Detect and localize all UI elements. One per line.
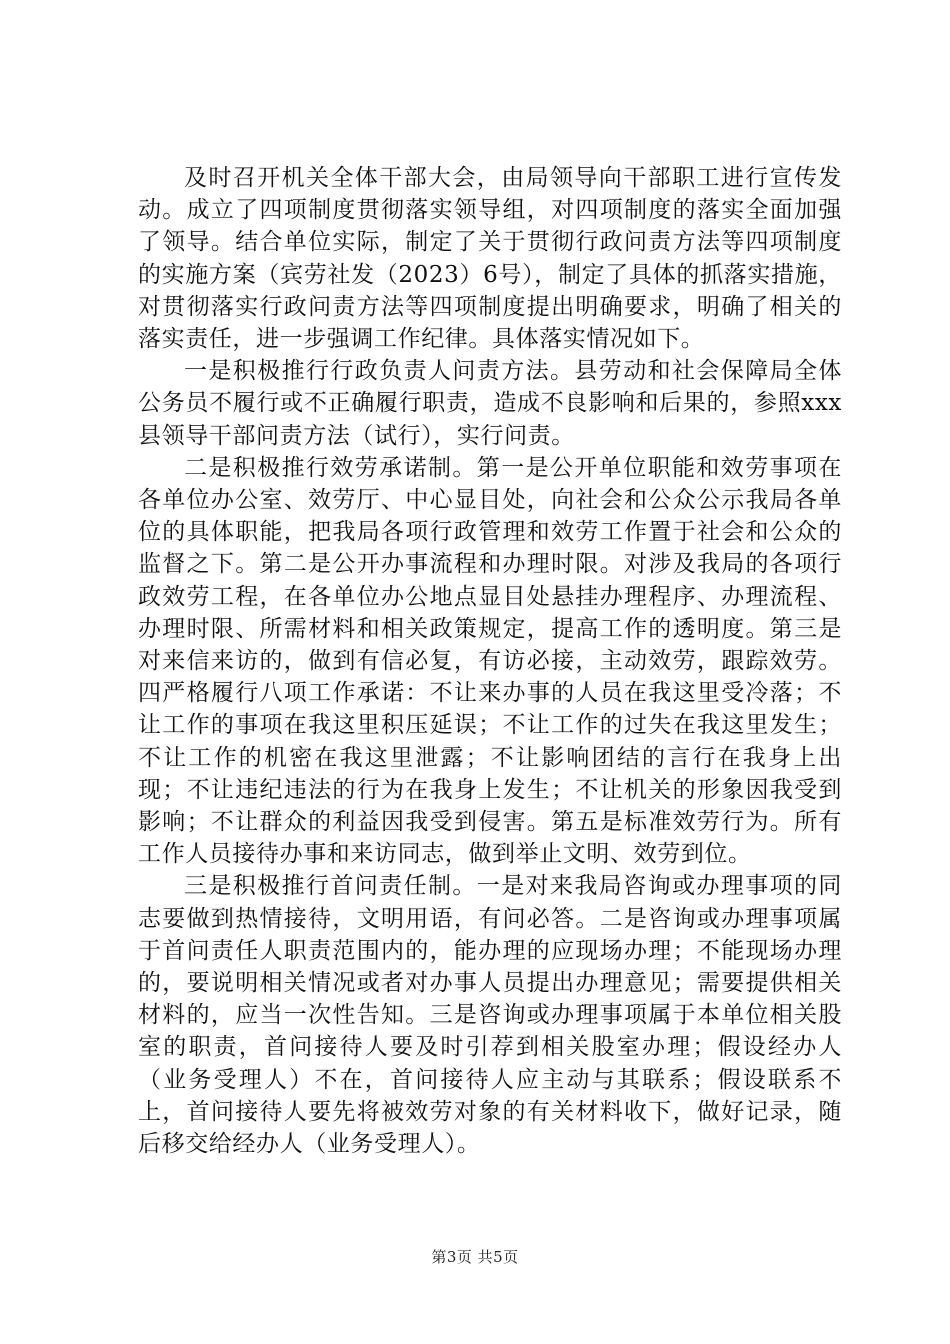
paragraph-intro: 及时召开机关全体干部大会，由局领导向干部职工进行宣传发动。成立了四项制度贯彻落实领导组，对四项制度的落实全面加强了领导。结合单位实际，制定了关于贯彻行政问责方法等四项制度的实施方案（宾劳社发（2023）6号），制定了具体的抓落实措施，对贯彻落实行政问责方法等四项制度提出明确要求，明确了相关的落实责任，进一步强调工作纪律。具体落实情况如下。 — [138, 165, 842, 353]
document-body — [138, 162, 842, 1160]
paragraph-service-commitment: 二是积极推行效劳承诺制。第一是公开单位职能和效劳事项在各单位办公室、效劳厅、中心显目处，向社会和公众公示我局各单位的具体职能，把我局各项行政管理和效劳工作置于社会和公众的监督之下。第二是公开办事流程和办理时限。对涉及我局的各项行政效劳工程，在各单位办公地点显目处悬挂办理程序、办理流程、办理时限、所需材料和相关政策规定，提高工作的透明度。第三是对来信来访的，做到有信必复，有访必接，主动效劳，跟踪效劳。四严格履行八项工作承诺：不让来办事的人员在我这里受冷落；不让工作的事项在我这里积压延误；不让工作的过失在我这里发生；不让工作的机密在我这里泄露；不让影响团结的言行在我身上出现；不让违纪违法的行为在我身上发生；不让机关的形象因我受到影响；不让群众的利益因我受到侵害。第五是标准效劳行为。所有工作人员接待办事和来访同志，做到举止文明、效劳到位。 — [138, 454, 842, 868]
page-footer: 第3页 共5页 — [431, 1248, 519, 1266]
paragraph-accountability: 一是积极推行行政负责人问责方法。县劳动和社会保障局全体公务员不履行或不正确履行职责，造成不良影响和后果的，参照xxx县领导干部问责方法（试行），实行问责。 — [138, 358, 842, 449]
paragraph-first-inquiry: 三是积极推行首问责任制。一是对来我局咨询或办理事项的同志要做到热情接待，文明用语，有问必答。二是咨询或办理事项属于首问责任人职责范围内的，能办理的应现场办理；不能现场办理的，要说明相关情况或者对办事人员提出办理意见；需要提供相关材料的，应当一次性告知。三是咨询或办理事项属于本单位相关股室的职责，首问接待人要及时引荐到相关股室办理；假设经办人（业务受理人）不在，首问接待人应主动与其联系；假设联系不上，首问接待人要先将被效劳对象的有关材料收下，做好记录，随后移交给经办人（业务受理人）。 — [138, 873, 842, 1158]
